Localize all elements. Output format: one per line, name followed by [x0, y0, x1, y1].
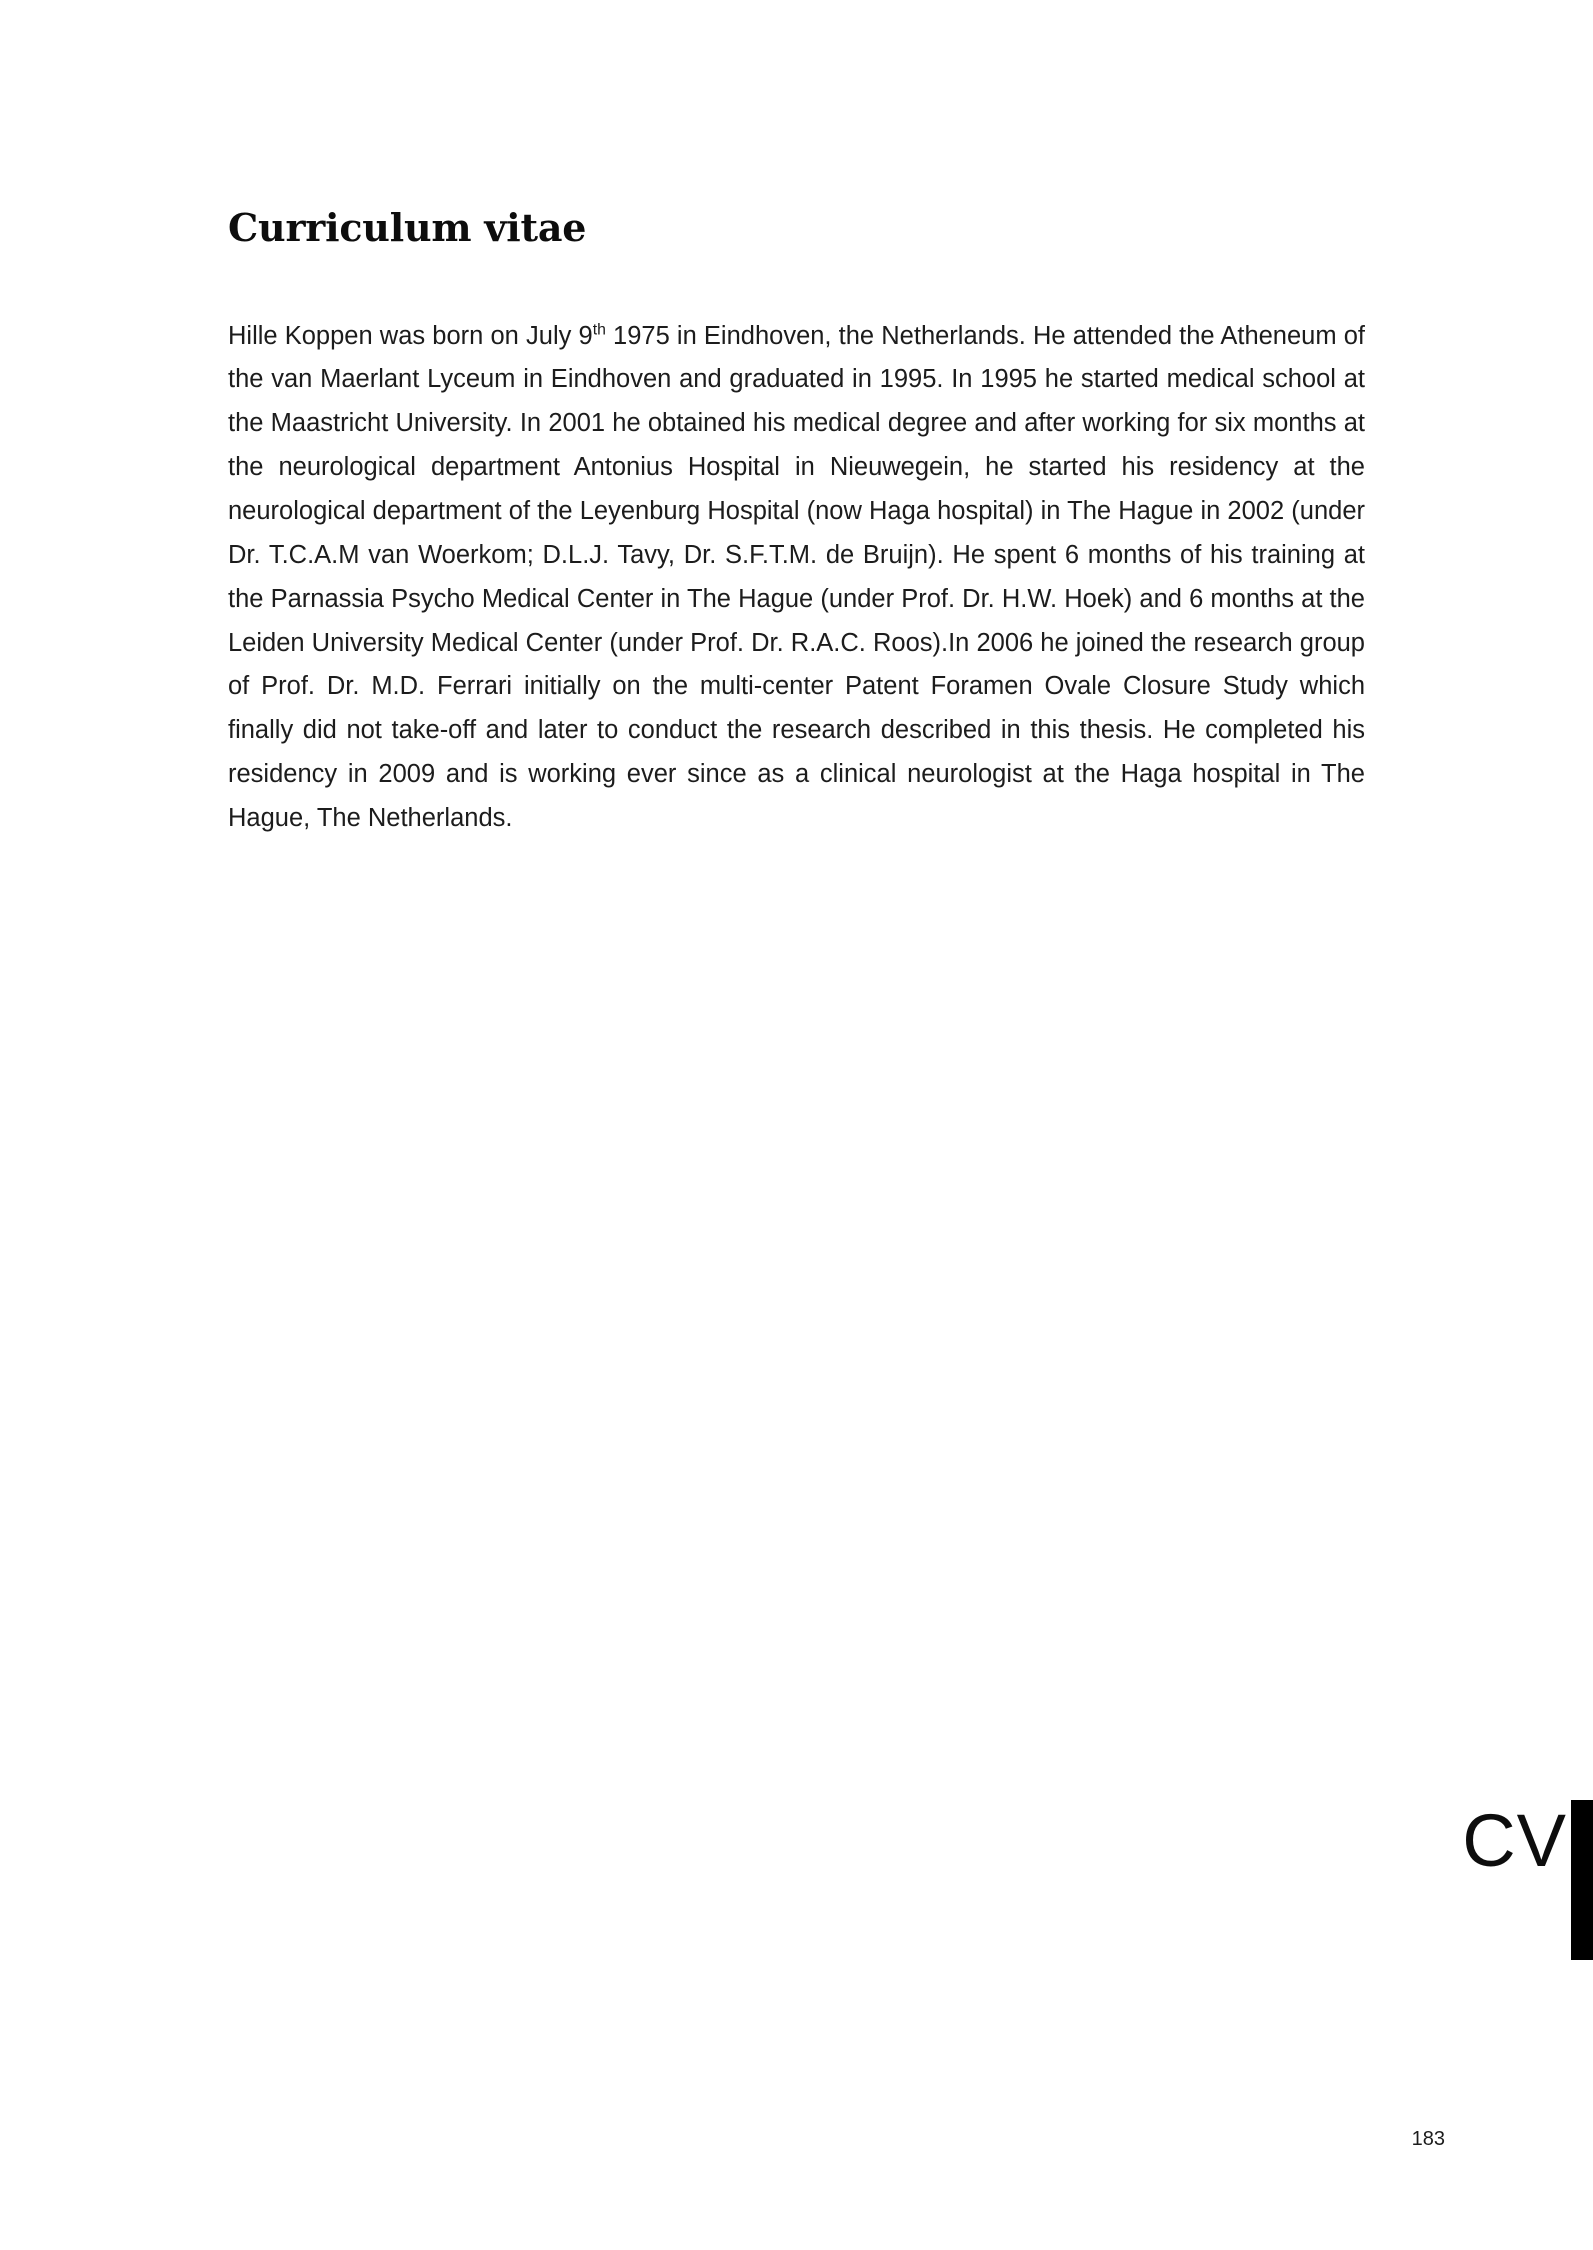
section-tab-marker [1433, 1800, 1593, 1960]
section-tab-bar [1571, 1800, 1593, 1960]
section-marker-label: CV [1462, 1799, 1567, 1882]
cv-paragraph-lead: Hille Koppen was born on July 9 [228, 321, 593, 350]
ordinal-suffix: th [592, 321, 606, 339]
cv-paragraph-rest: 1975 in Eindhoven, the Netherlands. He attended the Atheneum of the van Maerlant Lyceum in Eindhoven and graduated in 1995. In 1995 he started medical school at the Maastricht University. In 2001 he obtained his medical degree and after working for six months at the neurological department Antonius Hospital in Nieuwegein, he started his residency at the neurological department of the Leyenburg Hospital (now Haga hospital) in The Hague in 2002 (under Dr. T.C.A.M van Woerkom; D.L.J. Tavy, Dr. S.F.T.M. de Bruijn). He spent 6 months of his training at the Parnassia Psycho Medical Center in The Hague (under Prof. Dr. H.W. Hoek) and 6 months at the Leiden University Medical Center (under Prof. Dr. R.A.C. Roos).In 2006 he joined the research group of Prof. Dr. M.D. Ferrari initially on the multi-center Patent Foramen Ovale Closure Study which finally did not take-off and later to conduct the research described in this thesis. He completed his residency in 2009 and is working ever since as a clinical neurologist at the Haga hospital in The Hague, The Netherlands. [228, 321, 1366, 833]
page-content [228, 205, 1365, 841]
cv-paragraph [228, 315, 1365, 841]
page-number: 183 [1411, 2128, 1445, 2150]
page-title: Curriculum vitae [228, 205, 587, 250]
